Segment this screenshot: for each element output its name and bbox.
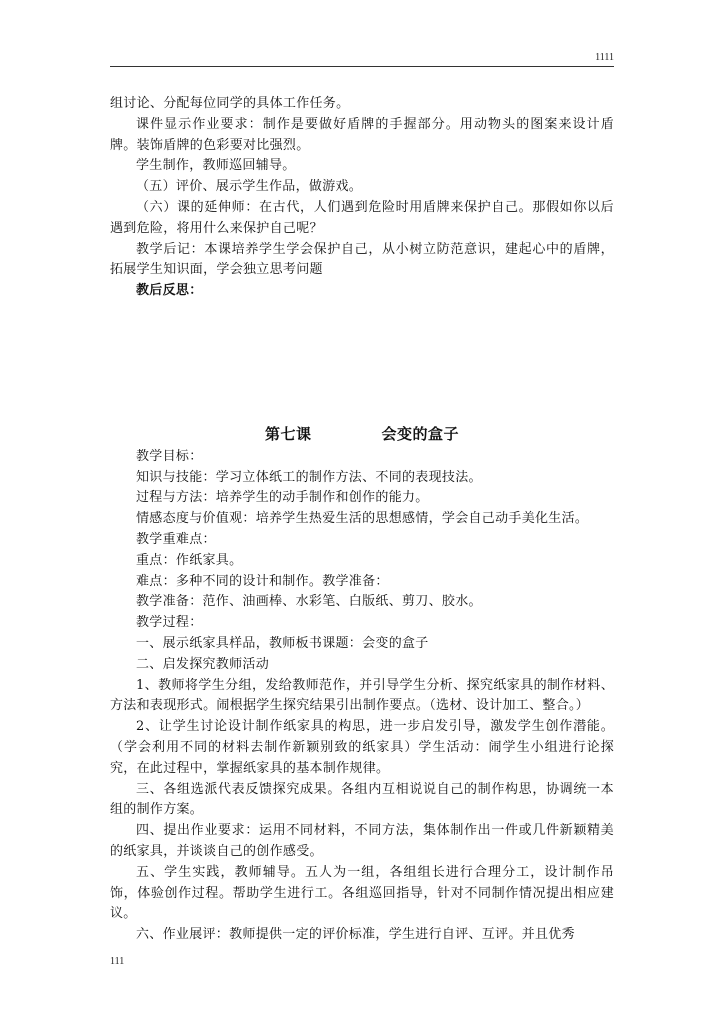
paragraph: 五、学生实践，教师辅导。五人为一组，各组组长进行合理分工，设计制作吊饰，体验创作过程。帮助学生进行工。各组巡回指导，针对不同制作情况提出相应建议。 bbox=[110, 864, 614, 922]
document-body bbox=[110, 94, 614, 946]
header-page-number: 1111 bbox=[595, 52, 614, 63]
lesson-body bbox=[110, 447, 614, 946]
paragraph: 2、让学生讨论设计制作纸家具的构思，进一步启发引导，激发学生创作潜能。（学会利用不同的材料去制作新颖别致的纸家具）学生活动：闹学生小组进行论探究，在此过程中，掌握纸家具的基本制作规律。 bbox=[110, 719, 614, 776]
lesson-title bbox=[110, 424, 614, 445]
footer-page-number: 111 bbox=[110, 956, 125, 967]
paragraph: 教学重难点： bbox=[136, 531, 216, 547]
paragraph: 重点：作纸家具。 bbox=[136, 552, 243, 568]
paragraph: 课件显示作业要求：制作是要做好盾牌的手握部分。用动物头的图案来设计盾牌。装饰盾牌的色彩要对比强烈。 bbox=[110, 116, 614, 153]
paragraph: 四、提出作业要求：运用不同材料，不同方法，集体制作出一件或几件新颖精美的纸家具，并谈谈自己的创作感受。 bbox=[110, 823, 614, 859]
paragraph: 教学准备：范作、油画棒、水彩笔、白版纸、剪刀、胶水。 bbox=[136, 594, 482, 610]
paragraph: 六、作业展评：教师提供一定的评价标准，学生进行自评、互评。并且优秀 bbox=[136, 927, 575, 943]
paragraph: 过程与方法：培养学生的动手制作和创作的能力。 bbox=[136, 490, 429, 506]
paragraph: 教学过程： bbox=[136, 615, 203, 631]
paragraph: 一、展示纸家具样品，教师板书课题：会变的盒子 bbox=[136, 635, 429, 651]
paragraph: 学生制作，教师巡回辅导。 bbox=[136, 158, 296, 174]
paragraph: 难点：多种不同的设计和制作。教学准备： bbox=[136, 573, 389, 589]
blank-space bbox=[110, 302, 614, 414]
paragraph: 组讨论、分配每位同学的具体工作任务。 bbox=[110, 96, 350, 111]
paragraph: 教学目标： bbox=[136, 448, 203, 464]
paragraph: 三、各组选派代表反馈探究成果。各组内互相说说自己的制作构思，协调统一本组的制作方案。 bbox=[110, 781, 614, 818]
header-rule bbox=[110, 66, 614, 67]
paragraph: 知识与技能：学习立体纸工的制作方法、不同的表现技法。 bbox=[136, 469, 482, 485]
paragraph: 情感态度与价值观：培养学生热爱生活的思想感情，学会自己动手美化生活。 bbox=[136, 511, 589, 527]
paragraph: 1、教师将学生分组，发给教师范作，并引导学生分析、探究纸家具的制作材料、方法和表现形式。闹根据学生探究结果引出制作要点。（选材、设计加工、整合。） bbox=[110, 677, 614, 714]
paragraph: （六）课的延伸师：在古代，人们遇到危险时用盾牌来保护自己。那假如你以后遇到危险，将用什么来保护自己呢？ bbox=[110, 199, 614, 236]
lesson-name: 会变的盒子 bbox=[381, 424, 460, 443]
reflection-label: 教后反思： bbox=[136, 283, 203, 299]
paragraph: 教学后记：本课培养学生学会保护自己，从小树立防范意识，建起心中的盾牌，拓展学生知识面，学会独立思考问题 bbox=[110, 241, 614, 278]
upper-section bbox=[110, 94, 614, 302]
lesson-number: 第七课 bbox=[264, 424, 312, 443]
paragraph: （五）评价、展示学生作品，做游戏。 bbox=[136, 179, 363, 195]
paragraph: 二、启发探究教师活动 bbox=[136, 656, 270, 672]
